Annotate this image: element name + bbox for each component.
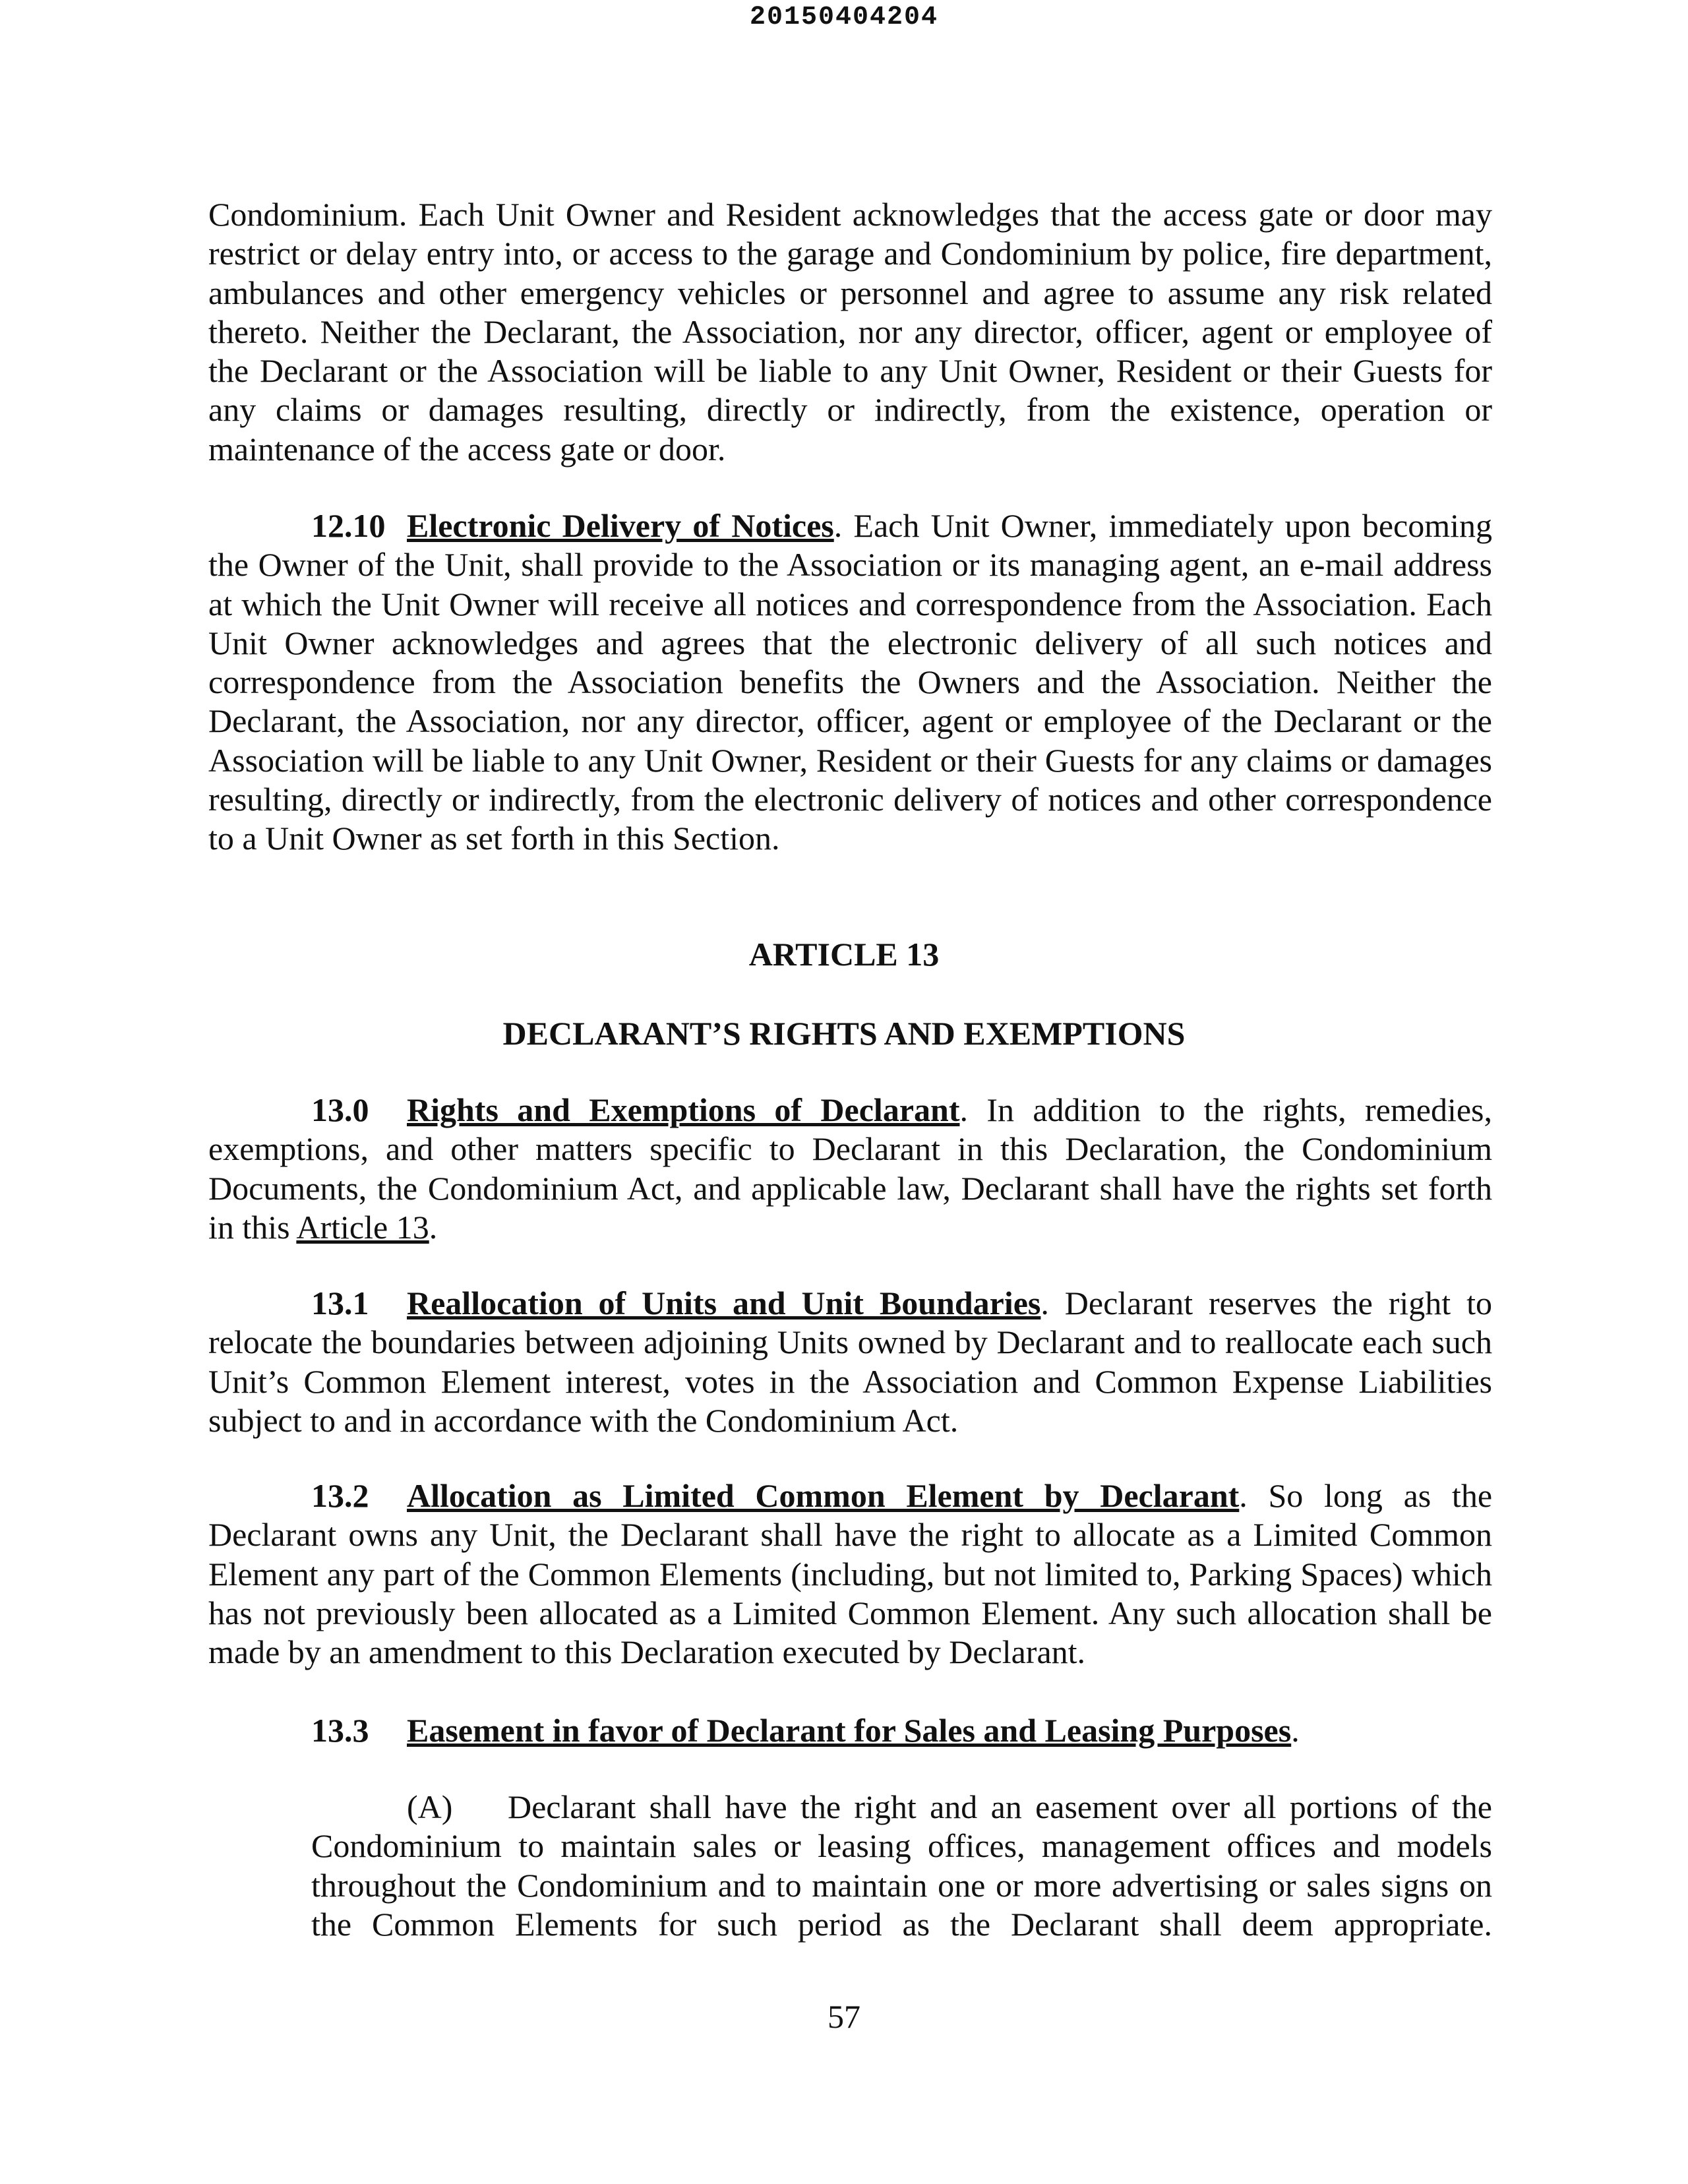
section-13-0 <box>208 1091 1492 1247</box>
line-text: . In addition to the rights, remedies, <box>959 1091 1492 1128</box>
text-line: exemptions, and other matters specific to Declarant in this Declaration, the Condominium <box>208 1130 1492 1168</box>
article-reference: Article 13 <box>296 1208 429 1246</box>
line-text: Declarant shall have the right and an easement over all portions of the <box>508 1788 1492 1825</box>
heading-line <box>208 1476 1492 1515</box>
heading-line <box>208 1091 1492 1130</box>
section-number: 12.10 <box>311 507 386 544</box>
section-title: Rights and Exemptions of Declarant <box>407 1091 960 1128</box>
text-line: thereto. Neither the Declarant, the Association, nor any director, officer, agent or employee of <box>208 313 1492 350</box>
section-title: Easement in favor of Declarant for Sales and Leasing Purposes <box>407 1712 1292 1749</box>
text-line: made by an amendment to this Declaration executed by Declarant. <box>208 1633 1086 1671</box>
page-number: 57 <box>828 1998 860 2035</box>
text-line: relocate the boundaries between adjoining Units owned by Declarant and to reallocate each such <box>208 1323 1492 1361</box>
text-line: Declarant, the Association, nor any director, officer, agent or employee of the Declarant or the <box>208 702 1492 740</box>
line-text: . <box>429 1208 438 1246</box>
section-13-3 <box>208 1711 1492 1750</box>
heading-line <box>208 506 1492 545</box>
text-line <box>208 1208 1492 1247</box>
line-text: in this <box>208 1208 297 1246</box>
text-line: resulting, directly or indirectly, from the electronic delivery of notices and other correspondence <box>208 781 1492 818</box>
text-line: Association will be liable to any Unit Owner, Resident or their Guests for any claims or damages <box>208 741 1492 779</box>
text-line: the Common Elements for such period as the Declarant shall deem appropriate. <box>311 1905 1492 1943</box>
article-heading: ARTICLE 13 <box>748 936 940 973</box>
section-title: Allocation as Limited Common Element by Declarant <box>407 1477 1240 1514</box>
text-line: Condominium to maintain sales or leasing offices, management offices and models <box>311 1827 1492 1865</box>
document-number: 20150404204 <box>749 3 939 32</box>
text-line: any claims or damages resulting, directly or indirectly, from the existence, operation or <box>208 391 1492 429</box>
heading-line <box>311 1788 1492 1827</box>
text-line: maintenance of the access gate or door. <box>208 430 726 468</box>
section-13-2 <box>208 1476 1492 1672</box>
line-text: . <box>1291 1712 1300 1749</box>
section-13-1 <box>208 1284 1492 1440</box>
section-13-3-a <box>311 1788 1492 1944</box>
heading-line <box>208 1284 1492 1323</box>
text-line: Unit Owner acknowledges and agrees that the electronic delivery of all such notices and <box>208 624 1492 661</box>
text-line: Unit’s Common Element interest, votes in the Association and Common Expense Liabilities <box>208 1362 1492 1400</box>
text-line: the Owner of the Unit, shall provide to the Association or its managing agent, an e-mail address <box>208 546 1492 584</box>
text-line: restrict or delay entry into, or access to the garage and Condominium by police, fire department, <box>208 235 1492 272</box>
text-line: throughout the Condominium and to maintain one or more advertising or sales signs on <box>311 1866 1492 1904</box>
line-text: . Declarant reserves the right to <box>1040 1285 1492 1321</box>
section-number: 13.2 <box>311 1477 369 1514</box>
text-line: Element any part of the Common Elements (including, but not limited to, Parking Spaces) which <box>208 1555 1492 1592</box>
text-line: Declarant owns any Unit, the Declarant shall have the right to allocate as a Limited Common <box>208 1516 1492 1554</box>
text-line: the Declarant or the Association will be liable to any Unit Owner, Resident or their Guests for <box>208 352 1492 390</box>
section-title: Reallocation of Units and Unit Boundaries <box>407 1285 1041 1321</box>
line-text: . Each Unit Owner, immediately upon becoming <box>833 507 1492 544</box>
text-line: at which the Unit Owner will receive all notices and correspondence from the Association. Each <box>208 585 1492 622</box>
text-line: has not previously been allocated as a Limited Common Element. Any such allocation shall be <box>208 1594 1492 1631</box>
heading-line <box>208 1711 1492 1750</box>
article-title: DECLARANT’S RIGHTS AND EXEMPTIONS <box>502 1015 1186 1052</box>
text-line: to a Unit Owner as set forth in this Section. <box>208 820 780 857</box>
text-line: Documents, the Condominium Act, and applicable law, Declarant shall have the rights set forth <box>208 1169 1492 1207</box>
section-number: 13.3 <box>311 1712 369 1749</box>
section-12-10 <box>208 506 1492 859</box>
section-number: 13.1 <box>311 1285 369 1321</box>
section-title: Electronic Delivery of Notices <box>407 507 834 544</box>
line-text: . So long as the <box>1239 1477 1493 1514</box>
text-line: correspondence from the Association benefits the Owners and the Association. Neither the <box>208 663 1492 701</box>
paragraph-continuation <box>208 195 1492 469</box>
text-line: subject to and in accordance with the Condominium Act. <box>208 1401 959 1439</box>
text-line: ambulances and other emergency vehicles or personnel and agree to assume any risk related <box>208 274 1492 311</box>
text-line: Condominium. Each Unit Owner and Resident acknowledges that the access gate or door may <box>208 196 1492 233</box>
section-number: (A) <box>407 1788 453 1825</box>
section-number: 13.0 <box>311 1091 369 1128</box>
